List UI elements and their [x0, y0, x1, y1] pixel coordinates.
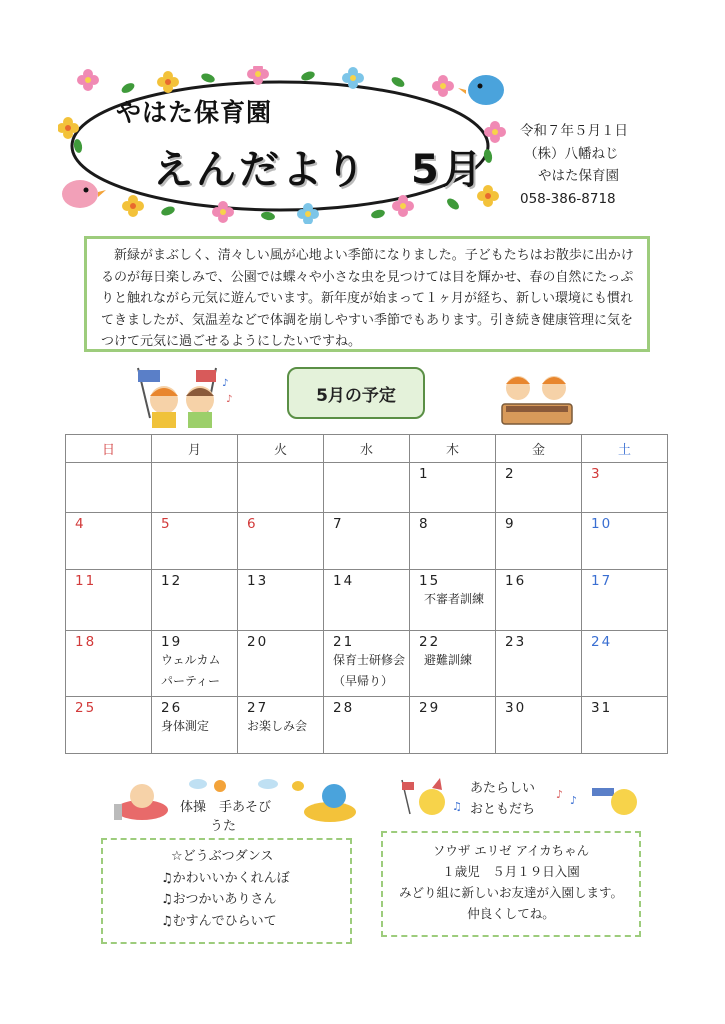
calendar-week-row [66, 463, 668, 513]
calendar-week-row [66, 513, 668, 570]
children-planting-icon [494, 368, 578, 430]
friend-class-date: １歳児 ５月１９日入園 [442, 864, 580, 879]
calendar-day-cell [496, 697, 582, 754]
friend-message-end: 仲良くしてね。 [467, 906, 555, 921]
day-number: 21 [333, 634, 355, 650]
calendar-day-cell [324, 513, 410, 570]
svg-text:♫: ♫ [452, 800, 462, 813]
phone-number: 058-386-8718 [520, 190, 616, 207]
calendar-day-cell [238, 631, 324, 697]
day-number: 17 [591, 573, 613, 589]
calendar-event: 身体測定 [161, 719, 210, 733]
calendar-day-cell [66, 513, 152, 570]
new-friends-heading-line2: おともだち [470, 802, 536, 817]
blue-bird-icon [458, 75, 504, 105]
calendar-day-cell [410, 697, 496, 754]
day-number: 28 [333, 700, 355, 716]
day-number: 10 [591, 516, 613, 532]
day-number [238, 463, 323, 466]
calendar-day-cell [496, 513, 582, 570]
new-friends-heading-line1: あたらしい [470, 781, 536, 796]
small-bird-icon [292, 781, 304, 791]
calendar-day-cell [582, 631, 668, 697]
day-number: 7 [333, 516, 344, 532]
song-item: ♫むすんでひらいて [161, 913, 277, 929]
day-number [324, 463, 409, 466]
calendar-day-cell [152, 697, 238, 754]
day-number: 25 [75, 700, 97, 716]
weekday-wed: 水 [324, 435, 410, 463]
weekday-fri: 金 [496, 435, 582, 463]
sun-icon [214, 780, 226, 792]
issue-date: 令和７年５月１日 [520, 123, 628, 139]
school-info [520, 120, 628, 210]
calendar-event: 保育士研修会 [333, 653, 406, 667]
day-number: 5 [161, 516, 172, 532]
friend-message: みどり組に新しいお友達が入園します。 [398, 885, 623, 900]
calendar-day-cell [238, 697, 324, 754]
calendar-day-cell [238, 570, 324, 631]
day-number: 30 [505, 700, 527, 716]
weekday-tue: 火 [238, 435, 324, 463]
svg-text:♪: ♪ [570, 794, 578, 807]
calendar-day-cell [410, 463, 496, 513]
day-number: 22 [419, 634, 441, 650]
calendar-week-row [66, 570, 668, 631]
calendar-day-cell [410, 513, 496, 570]
day-number: 14 [333, 573, 355, 589]
day-number: 16 [505, 573, 527, 589]
day-number: 27 [247, 700, 269, 716]
day-number: 4 [75, 516, 86, 532]
calendar-day-cell [582, 513, 668, 570]
children-carp-streamer-icon [126, 366, 238, 430]
calendar-day-cell [582, 697, 668, 754]
day-number: 12 [161, 573, 183, 589]
calendar-day-cell [496, 463, 582, 513]
calendar-day-cell [66, 463, 152, 513]
day-number: 11 [75, 573, 97, 589]
calendar-day-cell [66, 631, 152, 697]
calendar-event: お楽しみ会 [247, 719, 308, 733]
calendar-day-cell [238, 463, 324, 513]
calendar-week-row [66, 631, 668, 697]
new-friends-heading [470, 778, 535, 820]
calendar-day-cell [496, 631, 582, 697]
day-number: 6 [247, 516, 258, 532]
songs-heading-line1: 体操 手あそび [180, 800, 272, 815]
day-number: 3 [591, 466, 602, 482]
songs-heading-line2: うた [210, 819, 237, 834]
calendar-day-cell [152, 631, 238, 697]
weekday-sun: 日 [66, 435, 152, 463]
calendar-day-cell [152, 463, 238, 513]
calendar-day-cell [66, 570, 152, 631]
greeting-message: 新緑がまぶしく、清々しい風が心地よい季節になりました。子どもたちはお散歩に出かけるのが毎日楽しみで、公園では蝶々や小さな虫を見つけては目を輝かせ、春の自然にたっぷりと触れながら元気に遊んでいます。新年度が始まって１ヶ月が経ち、新しい環境にも慣れてきましたが、気温差などで体調を崩しやすい季節でもあります。引き続き健康管理に気をつけて元気に過ごせるようにしたいですね。 [84, 236, 650, 352]
calendar-day-cell [324, 697, 410, 754]
schedule-title: 5月の予定 [287, 367, 425, 419]
song-item: ♫かわいいかくれんぼ [161, 870, 290, 886]
svg-text:♪: ♪ [226, 394, 233, 405]
calendar-event: 不審者訓練 [424, 592, 485, 606]
calendar-day-cell [152, 513, 238, 570]
right-plane-icon [304, 784, 356, 822]
calendar-week-row [66, 697, 668, 754]
svg-text:♪: ♪ [222, 378, 229, 389]
day-number: 26 [161, 700, 183, 716]
svg-text:♪: ♪ [556, 788, 564, 801]
weekday-header-row [66, 435, 668, 463]
weekday-sat: 土 [582, 435, 668, 463]
calendar-day-cell [410, 570, 496, 631]
calendar-table [65, 434, 668, 754]
day-number: 13 [247, 573, 269, 589]
day-number: 2 [505, 466, 516, 482]
calendar-day-cell [324, 631, 410, 697]
day-number: 31 [591, 700, 613, 716]
calendar-day-cell [410, 631, 496, 697]
calendar-event: 避難訓練 [424, 653, 473, 667]
day-number: 18 [75, 634, 97, 650]
day-number: 15 [419, 573, 441, 589]
friend-name: ソウザ エリゼ アイカちゃん [432, 843, 590, 858]
day-number: 29 [419, 700, 441, 716]
songs-list [101, 838, 352, 944]
calendar-event: （早帰り） [333, 674, 394, 688]
day-number [152, 463, 237, 466]
calendar-day-cell [238, 513, 324, 570]
new-friends-box [381, 831, 641, 937]
day-number: 1 [419, 466, 430, 482]
song-item: ♫おつかいありさん [161, 892, 277, 907]
left-plane-icon [114, 784, 168, 820]
day-number: 19 [161, 634, 183, 650]
calendar-day-cell [152, 570, 238, 631]
calendar-event: パーティー [161, 674, 221, 688]
calendar-event: ウェルカム [161, 653, 221, 667]
newsletter-title: えんだより 5月 [153, 147, 485, 193]
company-name: （株）八幡ねじ [524, 145, 619, 162]
school-name: やはた保育園 [116, 98, 273, 127]
calendar-day-cell [582, 463, 668, 513]
calendar-day-cell [582, 570, 668, 631]
weekday-thu: 木 [410, 435, 496, 463]
calendar-day-cell [496, 570, 582, 631]
calendar-day-cell [324, 463, 410, 513]
day-number: 23 [505, 634, 527, 650]
day-number: 8 [419, 516, 430, 532]
day-number: 9 [505, 516, 516, 532]
day-number: 24 [591, 634, 613, 650]
weekday-mon: 月 [152, 435, 238, 463]
day-number [66, 463, 151, 466]
calendar-day-cell [324, 570, 410, 631]
school-label: やはた保育園 [538, 168, 619, 184]
songs-heading [180, 798, 271, 836]
calendar-day-cell [66, 697, 152, 754]
song-item: ☆どうぶつダンス [171, 849, 274, 864]
cloud-icon [189, 779, 278, 789]
pink-bird-icon [62, 180, 106, 208]
day-number: 20 [247, 634, 269, 650]
